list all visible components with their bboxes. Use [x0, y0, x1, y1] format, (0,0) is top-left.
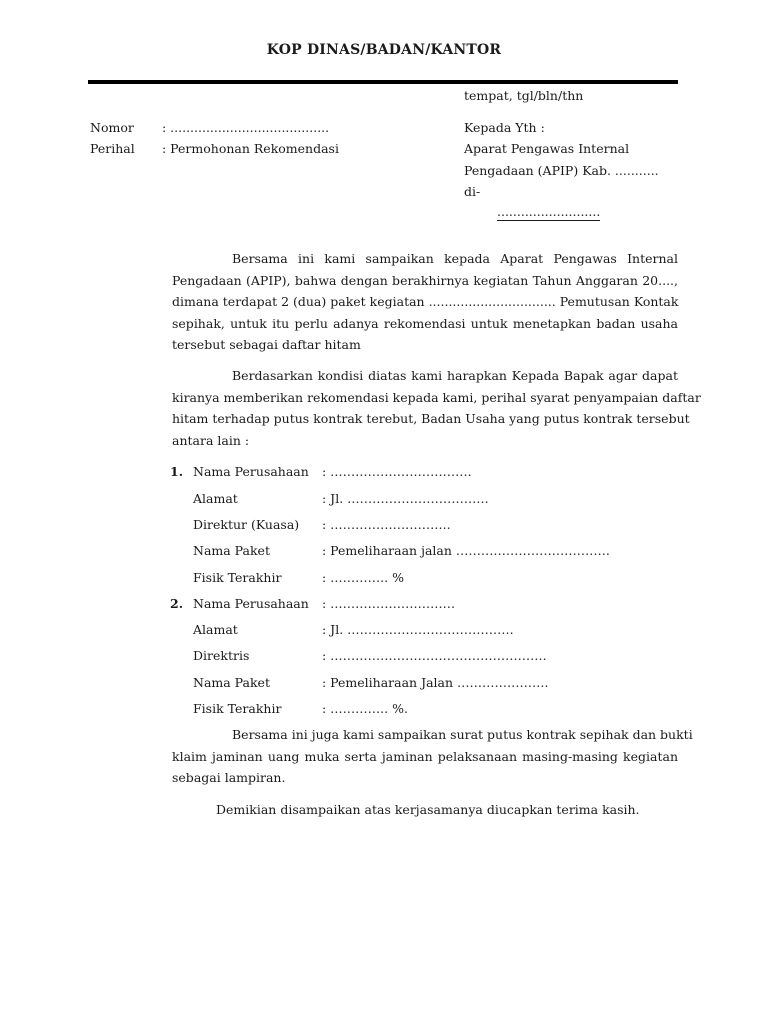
- paragraph-1-line: Pengadaan (APIP), bahwa dengan berakhirnya kegiatan Tahun Anggaran 20....,: [172, 272, 678, 288]
- perihal-label: Perihal: [90, 141, 135, 156]
- recipient-line-3: Pengadaan (APIP) Kab. ...........: [464, 163, 659, 178]
- company-1-address-value: : Jl. …………………………….: [322, 491, 489, 506]
- nomor-value: : ........................................: [162, 120, 330, 135]
- paragraph-3-line: Bersama ini juga kami sampaikan surat putus kontrak sepihak dan bukti: [232, 727, 693, 742]
- paragraph-3-line: sebagai lampiran.: [172, 770, 286, 785]
- company-1-number: 1.: [170, 464, 184, 479]
- company-2-director-value: : …………………………………………….: [322, 648, 547, 663]
- recipient-line-5: ..........................: [497, 204, 601, 219]
- paragraph-2-line: kiranya memberikan rekomendasi kepada kami, perihal syarat penyampaian daftar: [172, 389, 701, 405]
- paragraph-2-line: antara lain :: [172, 432, 250, 448]
- place-date: tempat, tgl/bln/thn: [464, 88, 584, 103]
- company-2-director-label: Direktris: [193, 648, 250, 663]
- nomor-label: Nomor: [90, 120, 134, 135]
- paragraph-1-line: sepihak, untuk itu perlu adanya rekomendasi untuk menetapkan badan usaha: [172, 315, 678, 331]
- company-1-package-label: Nama Paket: [193, 543, 270, 558]
- company-1-director-value: : ………………………..: [322, 517, 451, 532]
- paragraph-2-line: hitam terhadap putus kontrak terebut, Badan Usaha yang putus kontrak tersebut: [172, 411, 690, 426]
- letterhead-rule: [88, 80, 678, 84]
- company-2-address-value: : Jl. ………………………………….: [322, 622, 514, 637]
- paragraph-1-line: tersebut sebagai daftar hitam: [172, 337, 361, 352]
- company-2-package-value: : Pemeliharaan Jalan ………………….: [322, 675, 549, 690]
- paragraph-1-line: dimana terdapat 2 (dua) paket kegiatan ................................ Pemutusan Kontak: [172, 294, 679, 309]
- company-2-address-label: Alamat: [193, 622, 238, 637]
- paragraph-2: [172, 365, 701, 451]
- recipient-line-1: Kepada Yth :: [464, 120, 545, 135]
- company-2-name-label: Nama Perusahaan: [193, 596, 309, 611]
- letterhead-title: KOP DINAS/BADAN/KANTOR: [266, 42, 502, 58]
- company-2-package-label: Nama Paket: [193, 675, 270, 690]
- company-1-physical-value: : ………….. %: [322, 570, 404, 585]
- paragraph-1: [172, 248, 678, 356]
- company-1-package-value: : Pemeliharaan jalan ……………………………….: [322, 543, 610, 558]
- company-1-address-label: Alamat: [193, 491, 238, 506]
- perihal-value: : Permohonan Rekomendasi: [162, 141, 339, 156]
- company-1-physical-label: Fisik Terakhir: [193, 570, 282, 585]
- company-2-name-value: : …………………………: [322, 596, 456, 611]
- company-2-physical-value: : ………….. %.: [322, 701, 408, 716]
- company-2-number: 2.: [170, 596, 184, 611]
- recipient-line-4: di-: [464, 184, 481, 199]
- closing-sentence: Demikian disampaikan atas kerjasamanya diucapkan terima kasih.: [216, 802, 640, 817]
- company-1-name-label: Nama Perusahaan: [193, 464, 309, 479]
- company-1-name-value: : …………………………….: [322, 464, 472, 479]
- paragraph-3-line: klaim jaminan uang muka serta jaminan pelaksanaan masing-masing kegiatan: [172, 748, 678, 764]
- recipient-line-2: Aparat Pengawas Internal: [464, 141, 630, 156]
- paragraph-3: [172, 724, 693, 789]
- paragraph-1-line: Bersama ini kami sampaikan kepada Aparat Pengawas Internal: [232, 251, 678, 266]
- paragraph-2-line: Berdasarkan kondisi diatas kami harapkan Kepada Bapak agar dapat: [232, 368, 678, 383]
- company-2-physical-label: Fisik Terakhir: [193, 701, 282, 716]
- company-1-director-label: Direktur (Kuasa): [193, 517, 300, 532]
